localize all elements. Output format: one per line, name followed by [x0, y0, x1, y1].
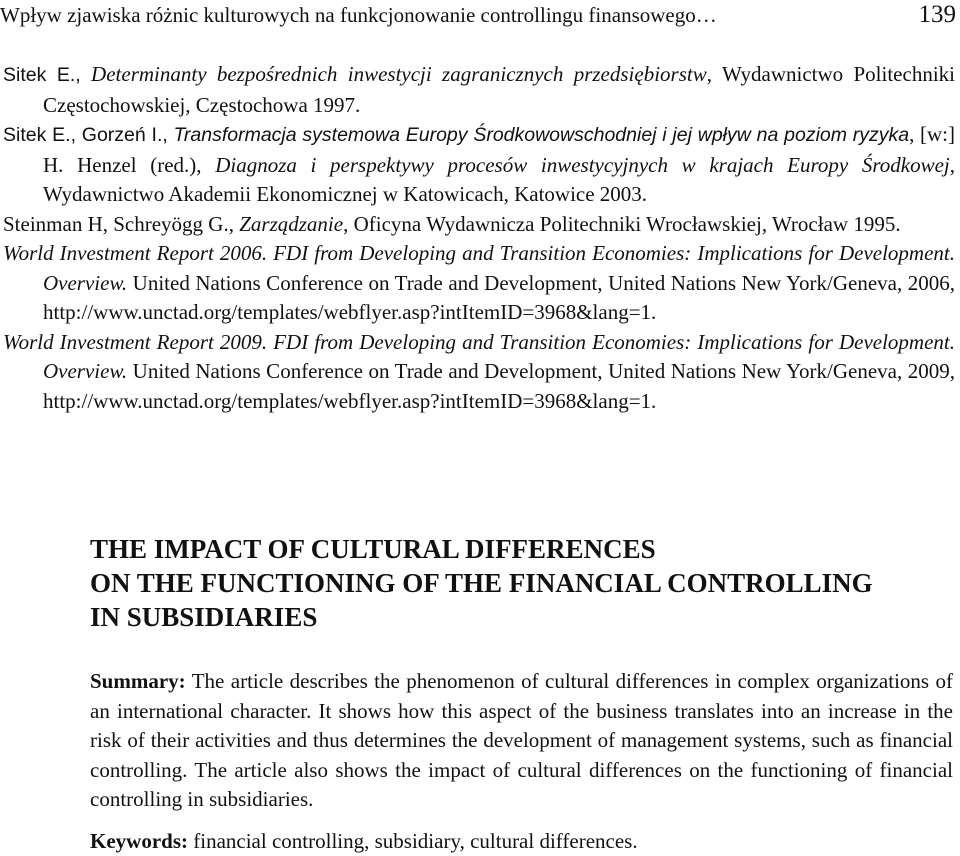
keywords-paragraph [90, 827, 953, 856]
reference-author: Sitek E., [3, 64, 81, 86]
reference-details: United Nations Conference on Trade and Development, United Nations New York/Geneva, 2006, http://www.unctad.org/templates/webflyer.asp?intItemID=3968&lang=1. [43, 270, 955, 324]
reference-details: , Wydawnictwo Politechniki Częstochowskiej, Częstochowa 1997. [43, 62, 955, 117]
title-line: ON THE FUNCTIONING OF THE FINANCIAL CONTROLLING [90, 568, 873, 598]
keywords-text: financial controlling, subsidiary, cultural differences. [193, 829, 638, 853]
running-header [0, 0, 956, 30]
reference-details: United Nations Conference on Trade and Development, United Nations New York/Geneva, 2009, http://www.unctad.org/templates/webflyer.asp?intItemID=3968&lang=1. [43, 359, 955, 413]
references-list [3, 60, 955, 416]
reference-title: Zarządzanie [239, 211, 344, 236]
reference-book-title: Diagnoza i perspektywy procesów inwestycyjnych w krajach Europy Środkowej [215, 152, 950, 177]
reference-title: Determinanty bezpośrednich inwestycji zagranicznych przedsiębiorstw [91, 62, 707, 86]
reference-author: Sitek E., Gorzeń I., [3, 124, 168, 146]
reference-author: Steinman H, Schreyögg G., [3, 211, 234, 236]
page-number: 139 [918, 1, 956, 28]
reference-title: World Investment Report 2006. FDI from Developing and Transition Economies: Implications for Development. Overview. [3, 241, 955, 295]
reference-wir-2006 [3, 239, 955, 328]
reference-sitek-1997 [3, 60, 955, 120]
reference-details: , Oficyna Wydawnicza Politechniki Wrocławskiej, Wrocław 1995. [343, 211, 901, 236]
reference-title: World Investment Report 2009. FDI from Developing and Transition Economies: Implications for Development. Overview. [3, 329, 955, 383]
reference-sitek-gorzen-2003 [3, 120, 955, 210]
running-title: Wpływ zjawiska różnic kulturowych na funkcjonowanie controllingu finansowego… [0, 3, 717, 27]
reference-title: Transformacja systemowa Europy Środkowowschodniej i jej wpływ na poziom ryzyka [173, 124, 910, 146]
keywords-label: Keywords: [90, 829, 188, 853]
title-line: THE IMPACT OF CULTURAL DIFFERENCES [90, 534, 656, 564]
article-title [90, 532, 950, 634]
summary-text: The article describes the phenomenon of cultural differences in complex organizations of an international character. It shows how this aspect of the business translates into an increase in the risk of their activities and thus determines the development of management systems, such as financial controlling. The article also shows the impact of cultural differences on the functioning of financial controlling in subsidiaries. [90, 669, 953, 812]
summary-paragraph [90, 667, 953, 815]
title-line: IN SUBSIDIARIES [90, 602, 318, 632]
reference-steinman-1995 [3, 210, 955, 240]
reference-editor: , [w:] H. Henzel (red.), [43, 122, 955, 177]
reference-details: , Wydawnictwo Akademii Ekonomicznej w Katowicach, Katowice 2003. [43, 152, 955, 206]
reference-wir-2009 [3, 328, 955, 417]
summary-label: Summary: [90, 669, 186, 693]
